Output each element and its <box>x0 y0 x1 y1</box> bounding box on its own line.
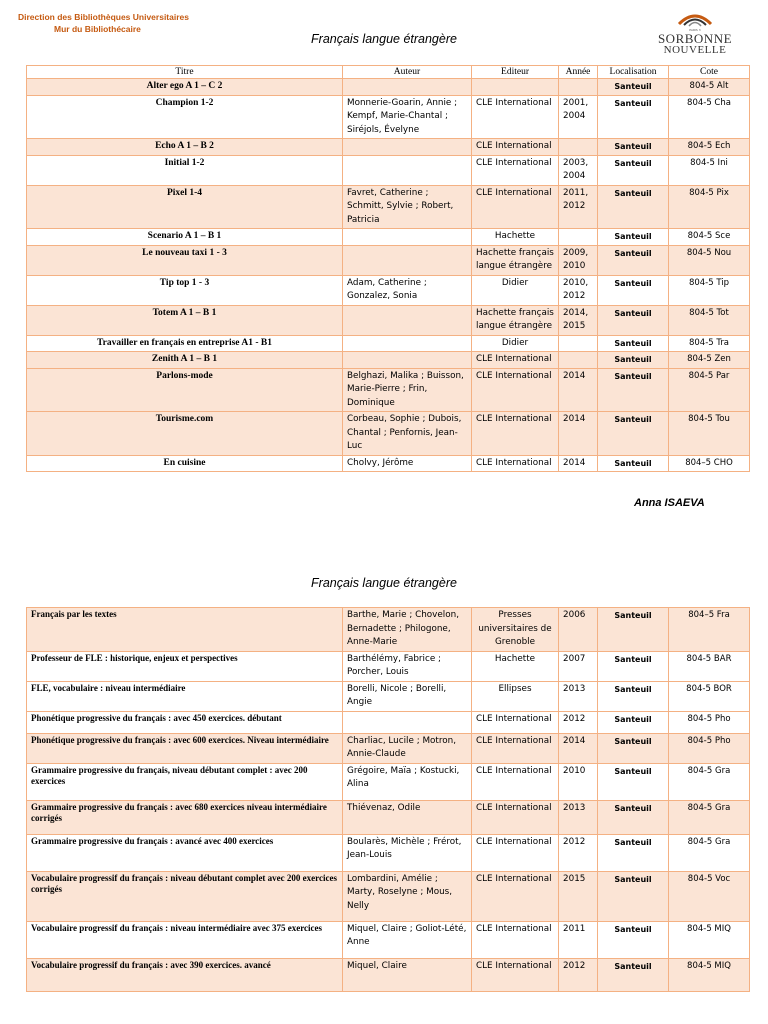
cell-titre: Le nouveau taxi 1 - 3 <box>27 245 343 275</box>
logo-emblem-icon <box>673 6 717 28</box>
cell-cote: 804–5 Fra <box>669 608 750 652</box>
cell-editeur: Ellipses <box>472 681 559 711</box>
cell-localisation: Santeuil <box>598 305 669 335</box>
cell-editeur: CLE International <box>472 368 559 412</box>
cell-cote: 804-5 Ech <box>669 139 750 156</box>
table-header-row <box>27 66 750 79</box>
cell-auteur: Favret, Catherine ; Schmitt, Sylvie ; Robert, Patricia <box>343 185 472 229</box>
cell-titre: Vocabulaire progressif du français : niveau débutant complet avec 200 exercices corrigés <box>27 871 343 921</box>
cell-auteur <box>343 139 472 156</box>
cell-cote: 804-5 Sce <box>669 229 750 246</box>
cell-localisation: Santeuil <box>598 335 669 352</box>
cell-cote: 804-5 Tou <box>669 412 750 456</box>
cell-editeur: CLE International <box>472 412 559 456</box>
cell-titre: Initial 1-2 <box>27 155 343 185</box>
cell-annee: 2011 <box>559 921 598 958</box>
cell-cote: 804-5 BOR <box>669 681 750 711</box>
cell-cote: 804-5 Gra <box>669 834 750 871</box>
cell-editeur: CLE International <box>472 185 559 229</box>
cell-annee: 2009, 2010 <box>559 245 598 275</box>
table-row <box>27 275 750 305</box>
table-row <box>27 733 750 763</box>
cell-auteur: Belghazi, Malika ; Buisson, Marie-Pierre ; Frin, Dominique <box>343 368 472 412</box>
table-row <box>27 229 750 246</box>
col-header-annee: Année <box>559 66 598 79</box>
cell-localisation: Santeuil <box>598 958 669 991</box>
cell-cote: 804-5 Gra <box>669 800 750 834</box>
cell-editeur: CLE International <box>472 352 559 369</box>
logo-name-2: NOUVELLE <box>663 44 727 56</box>
cell-auteur: Grégoire, Maïa ; Kostucki, Alina <box>343 763 472 800</box>
cell-editeur: Presses universitaires de Grenoble <box>472 608 559 652</box>
cell-localisation: Santeuil <box>598 455 669 472</box>
table-row <box>27 335 750 352</box>
table-row <box>27 79 750 96</box>
cell-cote: 804-5 Tip <box>669 275 750 305</box>
col-header-titre: Titre <box>27 66 343 79</box>
cell-localisation: Santeuil <box>598 352 669 369</box>
cell-annee: 2006 <box>559 608 598 652</box>
catalog-table-1 <box>26 65 750 472</box>
cell-localisation: Santeuil <box>598 651 669 681</box>
cell-titre: Parlons-mode <box>27 368 343 412</box>
cell-annee <box>559 229 598 246</box>
table-row <box>27 305 750 335</box>
cell-cote: 804-5 Alt <box>669 79 750 96</box>
catalog-table-2 <box>26 607 750 992</box>
cell-annee: 2014 <box>559 733 598 763</box>
cell-annee <box>559 79 598 96</box>
col-header-localisation: Localisation <box>598 66 669 79</box>
cell-annee: 2001, 2004 <box>559 95 598 139</box>
table-row <box>27 681 750 711</box>
cell-localisation: Santeuil <box>598 95 669 139</box>
table-row <box>27 185 750 229</box>
cell-auteur: Lombardini, Amélie ; Marty, Roselyne ; Mous, Nelly <box>343 871 472 921</box>
cell-titre: Tip top 1 - 3 <box>27 275 343 305</box>
cell-titre: Scenario A 1 – B 1 <box>27 229 343 246</box>
cell-editeur: CLE International <box>472 711 559 733</box>
cell-titre: Français par les textes <box>27 608 343 652</box>
cell-cote: 804-5 Pix <box>669 185 750 229</box>
cell-editeur: Hachette français langue étrangère <box>472 305 559 335</box>
cell-localisation: Santeuil <box>598 711 669 733</box>
cell-localisation: Santeuil <box>598 763 669 800</box>
cell-titre: Alter ego A 1 – C 2 <box>27 79 343 96</box>
cell-auteur: Barthélémy, Fabrice ; Porcher, Louis <box>343 651 472 681</box>
table-row <box>27 352 750 369</box>
col-header-editeur: Editeur <box>472 66 559 79</box>
cell-localisation: Santeuil <box>598 800 669 834</box>
cell-annee: 2012 <box>559 958 598 991</box>
cell-editeur: CLE International <box>472 871 559 921</box>
cell-cote: 804-5 Gra <box>669 763 750 800</box>
cell-localisation: Santeuil <box>598 79 669 96</box>
cell-localisation: Santeuil <box>598 229 669 246</box>
cell-cote: 804-5 Cha <box>669 95 750 139</box>
cell-editeur <box>472 79 559 96</box>
cell-cote: 804-5 Zen <box>669 352 750 369</box>
cell-localisation: Santeuil <box>598 155 669 185</box>
table2-title: Français langue étrangère <box>311 576 457 590</box>
cell-auteur: Corbeau, Sophie ; Dubois, Chantal ; Penfornis, Jean-Luc <box>343 412 472 456</box>
cell-editeur: Hachette <box>472 651 559 681</box>
table-row <box>27 958 750 991</box>
cell-editeur: Hachette <box>472 229 559 246</box>
cell-auteur <box>343 711 472 733</box>
cell-annee: 2010, 2012 <box>559 275 598 305</box>
table1-title: Français langue étrangère <box>311 32 457 46</box>
cell-localisation: Santeuil <box>598 185 669 229</box>
cell-titre: Professeur de FLE : historique, enjeux et perspectives <box>27 651 343 681</box>
cell-titre: Pixel 1-4 <box>27 185 343 229</box>
cell-editeur: Hachette français langue étrangère <box>472 245 559 275</box>
cell-editeur: CLE International <box>472 834 559 871</box>
table-row <box>27 155 750 185</box>
cell-localisation: Santeuil <box>598 245 669 275</box>
signature: Anna ISAEVA <box>634 497 705 509</box>
cell-localisation: Santeuil <box>598 871 669 921</box>
cell-editeur: CLE International <box>472 95 559 139</box>
cell-auteur <box>343 305 472 335</box>
cell-auteur: Borelli, Nicole ; Borelli, Angie <box>343 681 472 711</box>
cell-localisation: Santeuil <box>598 834 669 871</box>
cell-auteur <box>343 155 472 185</box>
cell-auteur: Thiévenaz, Odile <box>343 800 472 834</box>
cell-cote: 804-5 MIQ <box>669 958 750 991</box>
header-line-1: Direction des Bibliothèques Universitaires <box>18 12 189 22</box>
cell-annee: 2007 <box>559 651 598 681</box>
cell-editeur: CLE International <box>472 763 559 800</box>
cell-auteur: Miquel, Claire <box>343 958 472 991</box>
cell-titre: Vocabulaire progressif du français : avec 390 exercices. avancé <box>27 958 343 991</box>
cell-cote: 804-5 Tra <box>669 335 750 352</box>
cell-titre: Zenith A 1 – B 1 <box>27 352 343 369</box>
cell-titre: Echo A 1 – B 2 <box>27 139 343 156</box>
cell-localisation: Santeuil <box>598 733 669 763</box>
cell-auteur: Adam, Catherine ; Gonzalez, Sonia <box>343 275 472 305</box>
cell-titre: Travailler en français en entreprise A1 - B1 <box>27 335 343 352</box>
cell-auteur: Monnerie-Goarin, Annie ; Kempf, Marie-Chantal ; Siréjols, Évelyne <box>343 95 472 139</box>
cell-titre: Champion 1-2 <box>27 95 343 139</box>
table-row <box>27 455 750 472</box>
table-row <box>27 921 750 958</box>
cell-titre: FLE, vocabulaire : niveau intermédiaire <box>27 681 343 711</box>
cell-cote: 804-5 MIQ <box>669 921 750 958</box>
cell-editeur: CLE International <box>472 455 559 472</box>
cell-cote: 804-5 Ini <box>669 155 750 185</box>
table-row <box>27 763 750 800</box>
table-row <box>27 834 750 871</box>
cell-annee: 2013 <box>559 800 598 834</box>
cell-titre: Vocabulaire progressif du français : niveau intermédiaire avec 375 exercices <box>27 921 343 958</box>
cell-editeur: CLE International <box>472 733 559 763</box>
cell-cote: 804–5 CHO <box>669 455 750 472</box>
cell-auteur: Cholvy, Jérôme <box>343 455 472 472</box>
cell-auteur: Charliac, Lucile ; Motron, Annie-Claude <box>343 733 472 763</box>
table-row <box>27 608 750 652</box>
cell-localisation: Santeuil <box>598 275 669 305</box>
logo-subline: PARIS 3 <box>689 28 701 32</box>
cell-annee: 2012 <box>559 711 598 733</box>
cell-annee <box>559 139 598 156</box>
cell-editeur: Didier <box>472 275 559 305</box>
cell-titre: Grammaire progressive du français : avancé avec 400 exercices <box>27 834 343 871</box>
cell-cote: 804-5 Tot <box>669 305 750 335</box>
cell-editeur: CLE International <box>472 800 559 834</box>
cell-annee: 2014 <box>559 368 598 412</box>
cell-cote: 804-5 Nou <box>669 245 750 275</box>
cell-localisation: Santeuil <box>598 412 669 456</box>
cell-auteur <box>343 245 472 275</box>
cell-annee: 2014 <box>559 412 598 456</box>
table-row <box>27 412 750 456</box>
cell-editeur: CLE International <box>472 139 559 156</box>
cell-editeur: CLE International <box>472 921 559 958</box>
cell-annee <box>559 352 598 369</box>
table-row <box>27 245 750 275</box>
cell-auteur: Miquel, Claire ; Goliot-Lété, Anne <box>343 921 472 958</box>
cell-localisation: Santeuil <box>598 608 669 652</box>
logo-name-1: SORBONNE <box>657 31 733 46</box>
table-row <box>27 95 750 139</box>
cell-cote: 804-5 Voc <box>669 871 750 921</box>
cell-localisation: Santeuil <box>598 368 669 412</box>
cell-cote: 804-5 BAR <box>669 651 750 681</box>
col-header-auteur: Auteur <box>343 66 472 79</box>
cell-titre: En cuisine <box>27 455 343 472</box>
cell-titre: Phonétique progressive du français : avec 450 exercices. débutant <box>27 711 343 733</box>
col-header-cote: Cote <box>669 66 750 79</box>
cell-localisation: Santeuil <box>598 921 669 958</box>
cell-titre: Grammaire progressive du français, niveau débutant complet : avec 200 exercices <box>27 763 343 800</box>
cell-auteur <box>343 352 472 369</box>
table-row <box>27 651 750 681</box>
university-logo <box>650 6 740 55</box>
cell-annee: 2014 <box>559 455 598 472</box>
cell-editeur: CLE International <box>472 155 559 185</box>
table-row <box>27 139 750 156</box>
cell-editeur: Didier <box>472 335 559 352</box>
cell-annee: 2010 <box>559 763 598 800</box>
cell-cote: 804-5 Par <box>669 368 750 412</box>
table-row <box>27 871 750 921</box>
cell-annee: 2012 <box>559 834 598 871</box>
table-row <box>27 368 750 412</box>
cell-localisation: Santeuil <box>598 139 669 156</box>
cell-titre: Phonétique progressive du français : avec 600 exercices. Niveau intermédiaire <box>27 733 343 763</box>
cell-titre: Tourisme.com <box>27 412 343 456</box>
cell-auteur: Boularès, Michèle ; Frérot, Jean-Louis <box>343 834 472 871</box>
cell-auteur: Barthe, Marie ; Chovelon, Bernadette ; Philogone, Anne-Marie <box>343 608 472 652</box>
cell-annee: 2003, 2004 <box>559 155 598 185</box>
table-row <box>27 800 750 834</box>
table-row <box>27 711 750 733</box>
cell-auteur <box>343 229 472 246</box>
cell-auteur <box>343 335 472 352</box>
cell-annee <box>559 335 598 352</box>
cell-auteur <box>343 79 472 96</box>
cell-annee: 2011, 2012 <box>559 185 598 229</box>
cell-localisation: Santeuil <box>598 681 669 711</box>
cell-titre: Grammaire progressive du français : avec 680 exercices niveau intermédiaire corrigés <box>27 800 343 834</box>
cell-editeur: CLE International <box>472 958 559 991</box>
cell-annee: 2015 <box>559 871 598 921</box>
cell-annee: 2014, 2015 <box>559 305 598 335</box>
header-line-2: Mur du Bibliothécaire <box>54 24 141 34</box>
cell-cote: 804-5 Pho <box>669 711 750 733</box>
cell-annee: 2013 <box>559 681 598 711</box>
cell-titre: Totem A 1 – B 1 <box>27 305 343 335</box>
cell-cote: 804-5 Pho <box>669 733 750 763</box>
